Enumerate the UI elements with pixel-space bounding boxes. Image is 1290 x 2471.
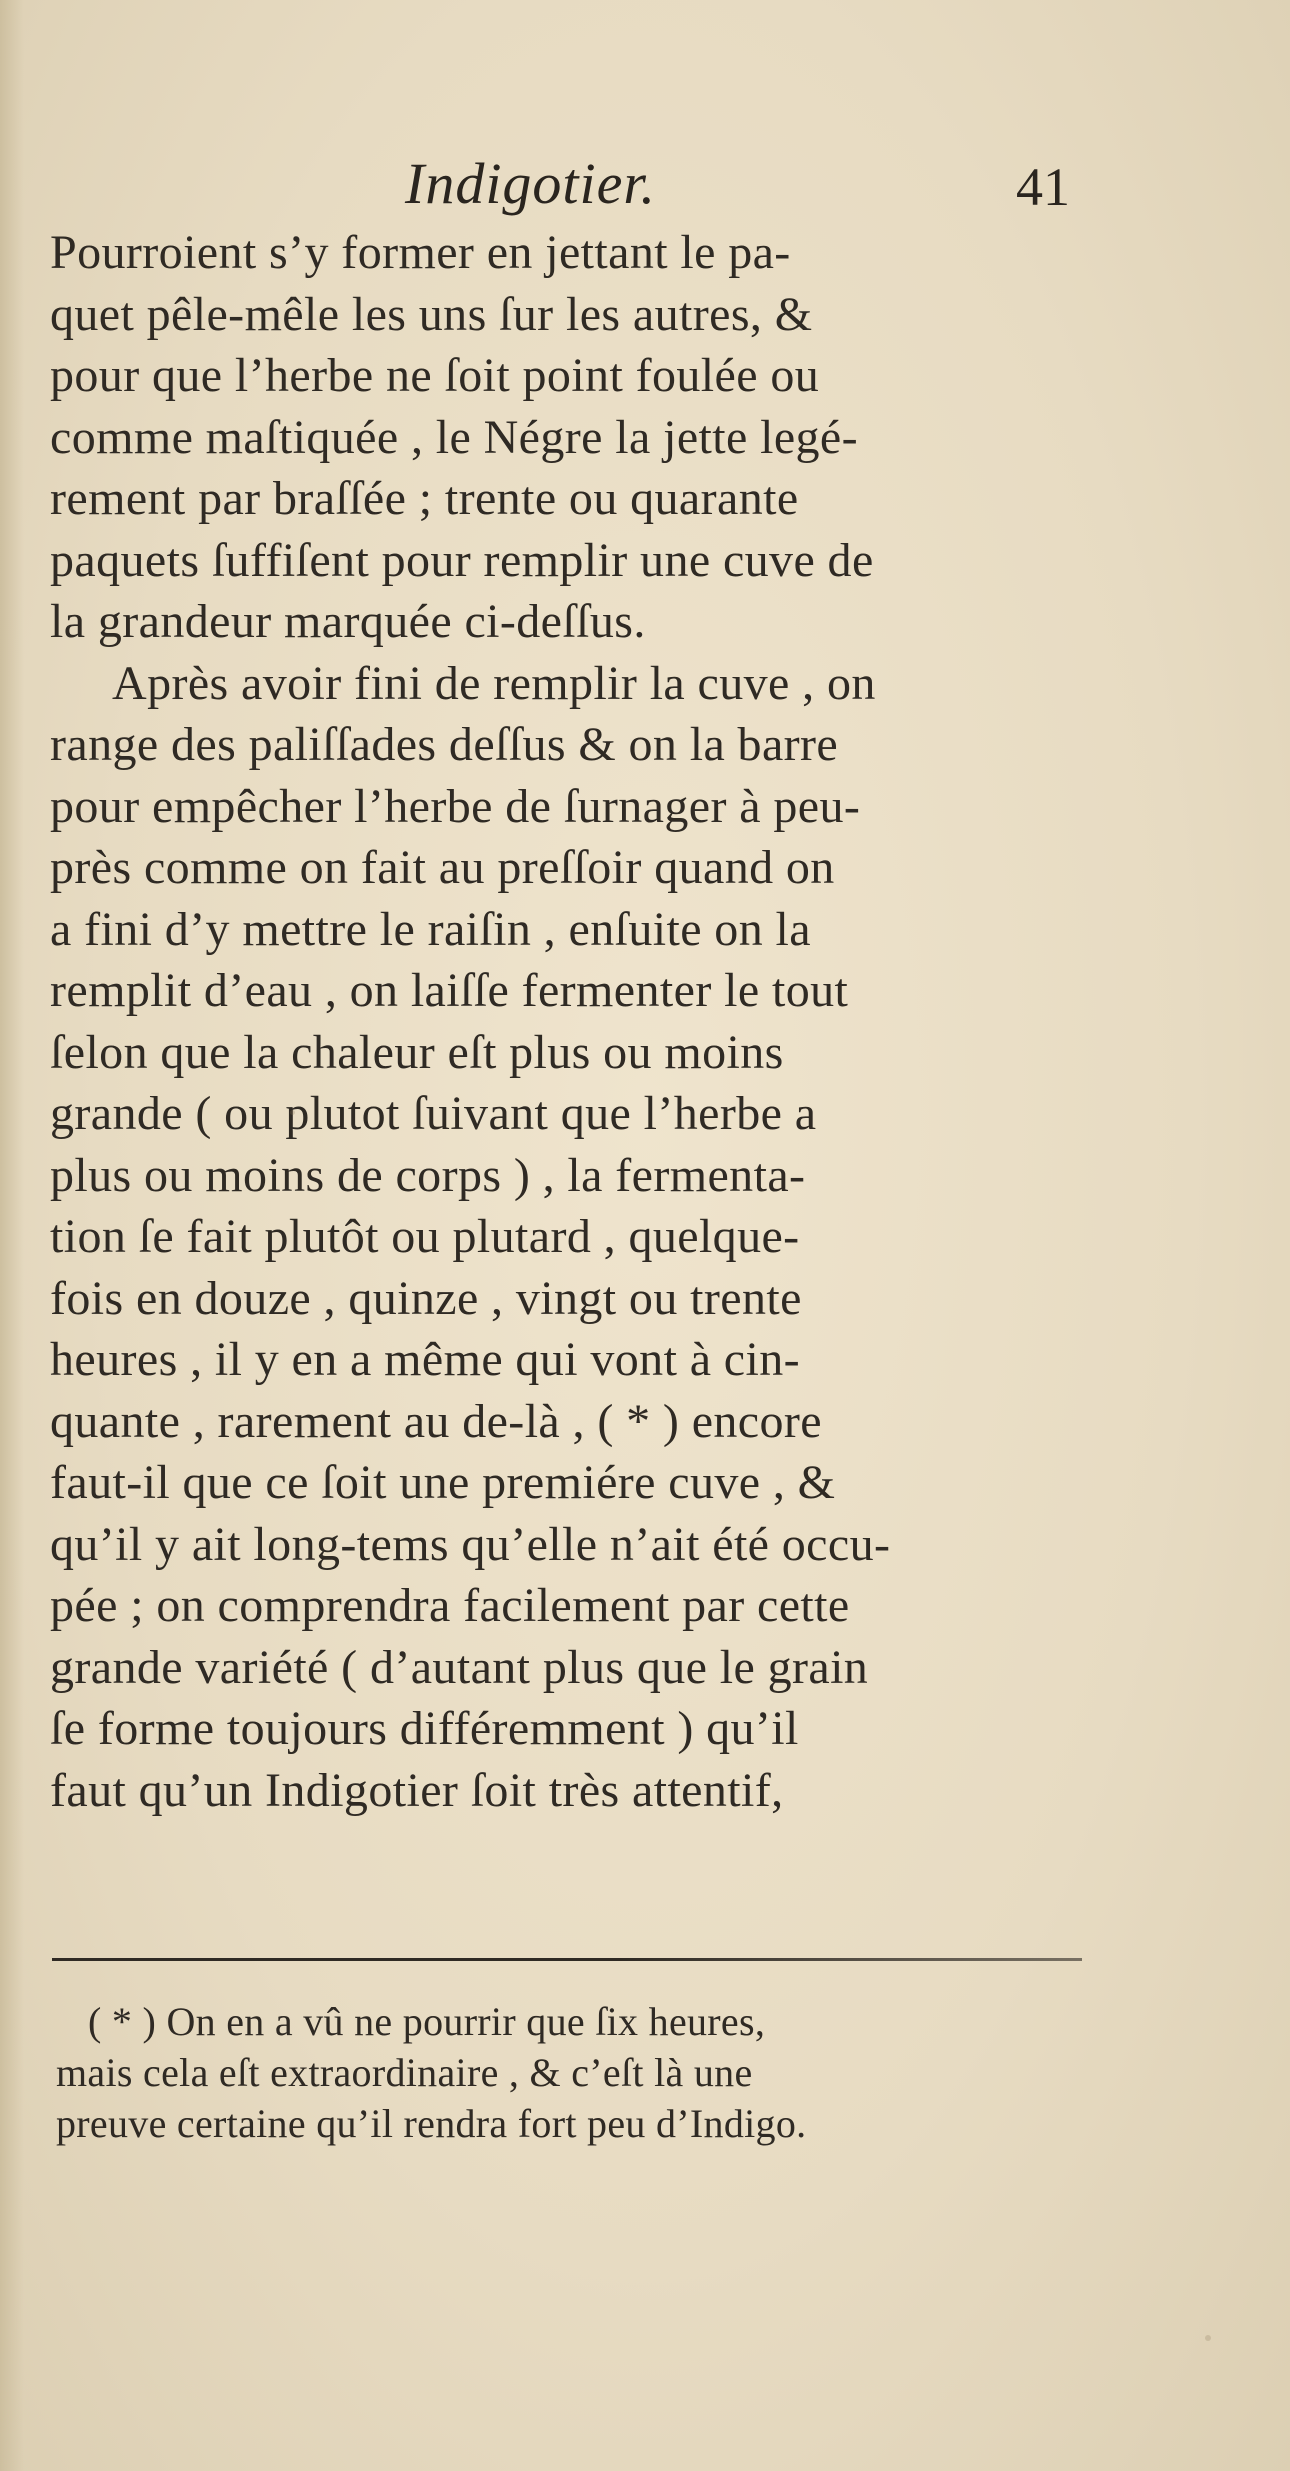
body-line: qu’il y ait long-tems qu’elle n’ait été occu- xyxy=(50,1517,891,1571)
body-line: ſelon que la chaleur eſt plus ou moins xyxy=(50,1025,784,1079)
body-line: ſe forme toujours différemment ) qu’il xyxy=(50,1702,799,1755)
running-title: Indigotier. xyxy=(405,151,657,216)
body-line: plus ou moins de corps ) , la fermenta- xyxy=(50,1148,806,1202)
body-line: remplit d’eau , on laiſſe fermenter le tout xyxy=(50,964,849,1017)
body-line: a fini d’y mettre le raiſin , enſuite on la xyxy=(50,902,811,956)
body-line: pour empêcher l’herbe de ſurnager à peu- xyxy=(50,779,861,833)
body-line: Pourroient s’y former en jettant le pa- xyxy=(50,226,791,279)
body-line: rement par braſſée ; trente ou quarante xyxy=(50,472,799,525)
body-line: quante , rarement au de-là , ( * ) encore xyxy=(50,1394,823,1448)
body-line: la grandeur marquée ci-deſſus. xyxy=(50,595,646,648)
page-number: 41 xyxy=(1016,157,1070,217)
body-line: fois en douze , quinze , vingt ou trente xyxy=(50,1271,802,1325)
body-line: comme maſtiquée , le Négre la jette legé- xyxy=(50,410,859,464)
body-line: grande ( ou plutot ſuivant que l’herbe a xyxy=(50,1087,817,1140)
page-gutter-shadow xyxy=(0,0,24,2471)
paragraph-start-line: Après avoir fini de remplir la cuve , on xyxy=(112,656,876,710)
footnote-line: preuve certaine qu’il rendra fort peu d’Indigo. xyxy=(56,2101,807,2146)
body-line: faut-il que ce ſoit une premiére cuve , & xyxy=(50,1456,836,1509)
body-line: tion ſe fait plutôt ou plutard , quelque- xyxy=(50,1210,800,1263)
body-line: près comme on fait au preſſoir quand on xyxy=(50,841,835,894)
body-line: quet pêle-mêle les uns ſur les autres, & xyxy=(50,287,813,341)
paper-speck xyxy=(1205,2335,1211,2341)
footnote xyxy=(56,1996,1116,2149)
footnote-line: ( * ) On en a vû ne pourrir que ſix heures, xyxy=(88,1999,766,2044)
body-line: paquets ſuffiſent pour remplir une cuve de xyxy=(50,533,874,587)
paper-speck xyxy=(290,1110,295,1115)
page-header xyxy=(0,150,1290,220)
body-text xyxy=(50,222,1110,1821)
body-line: grande variété ( d’autant plus que le grain xyxy=(50,1640,869,1694)
footnote-separator-rule xyxy=(52,1958,1082,1961)
body-line: pour que l’herbe ne ſoit point foulée ou xyxy=(50,349,820,402)
body-line: range des paliſſades deſſus & on la barre xyxy=(50,718,839,771)
body-line: faut qu’un Indigotier ſoit très attentif, xyxy=(50,1763,784,1817)
body-line: pée ; on comprendra facilement par cette xyxy=(50,1579,850,1632)
body-line: heures , il y en a même qui vont à cin- xyxy=(50,1333,801,1386)
footnote-line: mais cela eſt extraordinaire , & c’eſt là une xyxy=(56,2050,753,2095)
